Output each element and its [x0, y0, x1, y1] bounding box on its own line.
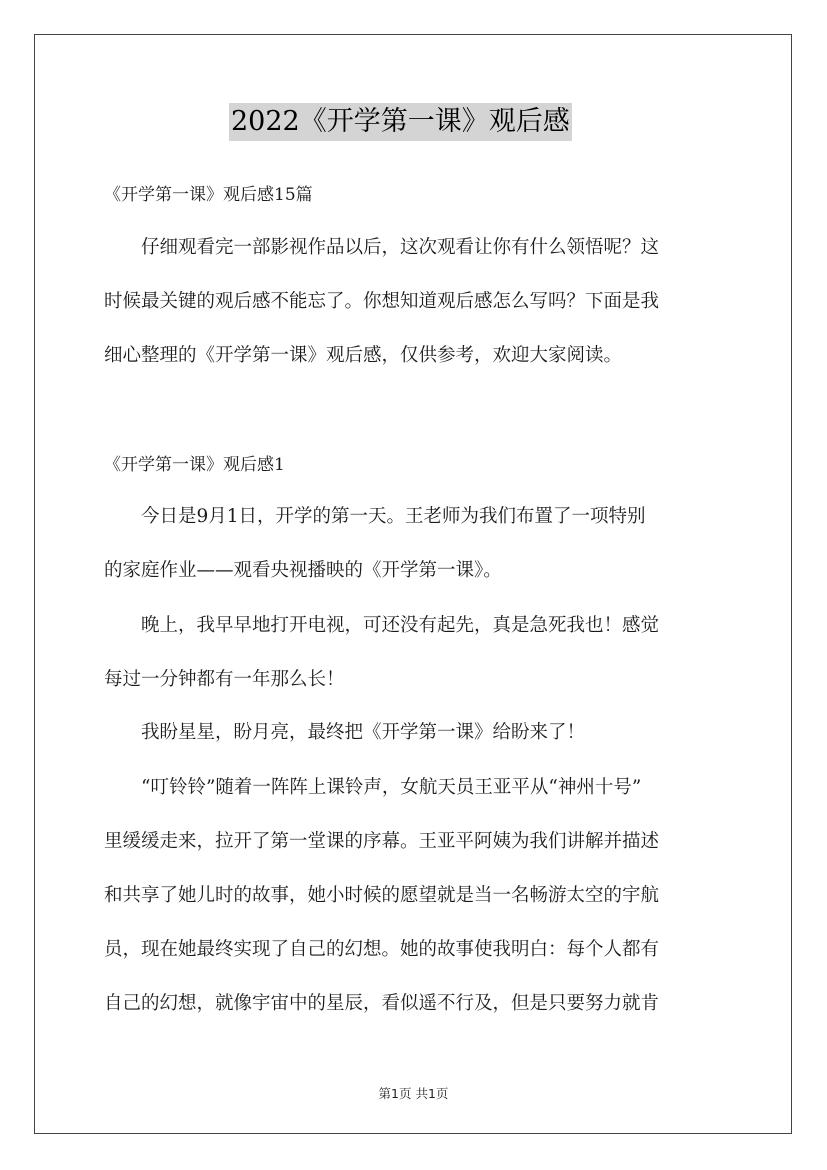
document-title: 2022《开学第一课》观后感	[229, 103, 572, 141]
body-line-1: 今日是9月1日，开学的第一天。王老师为我们布置了一项特别	[141, 506, 646, 527]
body-line-8: 和共享了她儿时的故事，她小时候的愿望就是当一名畅游太空的宇航	[104, 885, 660, 906]
intro-line-1: 仔细观看完一部影视作品以后，这次观看让你有什么领悟呢？这	[141, 237, 660, 258]
body-line-7: 里缓缓走来，拉开了第一堂课的序幕。王亚平阿姨为我们讲解并描述	[104, 831, 660, 852]
body-line-2: 的家庭作业——观看央视播映的《开学第一课》。	[104, 560, 502, 581]
body-line-10: 自己的幻想，就像宇宙中的星辰，看似遥不行及，但是只要努力就肯	[104, 993, 660, 1014]
body-line-6: “叮铃铃”随着一阵阵上课铃声，女航天员王亚平从“神州十号”	[141, 777, 642, 798]
intro-line-3: 细心整理的《开学第一课》观后感，仅供参考，欢迎大家阅读。	[104, 345, 623, 366]
intro-line-2: 时候最关键的观后感不能忘了。你想知道观后感怎么写吗？下面是我	[104, 291, 660, 312]
section-heading: 《开学第一课》观后感1	[104, 455, 285, 475]
body-line-9: 员，现在她最终实现了自己的幻想。她的故事使我明白：每个人都有	[104, 939, 660, 960]
document-subtitle: 《开学第一课》观后感15篇	[104, 185, 313, 205]
body-line-4: 每过一分钟都有一年那么长！	[104, 669, 345, 690]
body-line-3: 晚上，我早早地打开电视，可还没有起先，真是急死我也！感觉	[141, 615, 660, 636]
page-footer: 第1页 共1页	[378, 1086, 449, 1101]
body-line-5: 我盼星星，盼月亮，最终把《开学第一课》给盼来了！	[141, 722, 586, 743]
